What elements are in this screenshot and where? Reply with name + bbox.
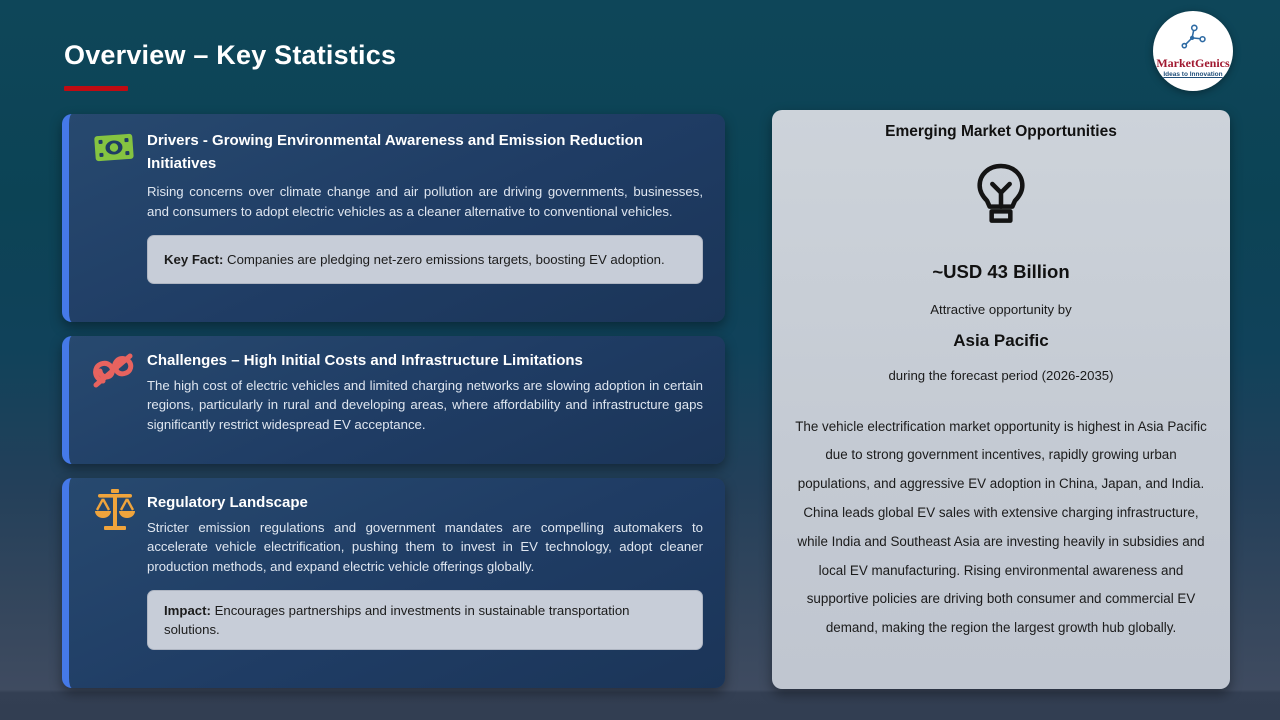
opportunity-description: The vehicle electrification market opportunity is highest in Asia Pacific due to strong government incentives, rapidly growing urban populations, and aggressive EV adoption in China, Japan, and India. China leads global EV sales with extensive charging infrastructure, while India and Southeast Asia are investing heavily in subsidies and local EV manufacturing. Rising environmental awareness and supportive policies are driving both consumer and commercial EV demand, making the region the largest growth hub globally.	[795, 418, 1207, 636]
molecule-network-icon	[1180, 24, 1206, 55]
opportunity-period: during the forecast period (2026-2035)	[888, 367, 1114, 383]
logo-brand-text: MarketGenics	[1156, 56, 1230, 70]
opportunity-region: Asia Pacific	[953, 330, 1049, 350]
card-drivers	[62, 114, 725, 322]
key-fact-callout	[147, 235, 703, 284]
card-title: Drivers - Growing Environmental Awareness and Emission Reduction Initiatives	[147, 132, 643, 172]
title-underline	[64, 86, 128, 91]
panel-title: Emerging Market Opportunities	[885, 123, 1117, 140]
impact-callout	[147, 590, 703, 650]
card-regulatory	[62, 478, 725, 688]
callout-text: Encourages partnerships and investments in sustainable transportation solutions.	[164, 603, 630, 638]
callout-label: Key Fact:	[164, 252, 224, 268]
card-body: Rising concerns over climate change and air pollution are driving governments, businesses, and consumers to adopt electric vehicles as a cleaner alternative to conventional vehicles.	[147, 184, 703, 219]
marketgenics-logo	[1153, 11, 1233, 91]
knot-broken-link-icon	[89, 348, 137, 397]
callout-label: Impact:	[164, 603, 211, 619]
card-body: The high cost of electric vehicles and limited charging networks are slowing adoption in certain regions, particularly in rural and developing areas, where affordability and infrastructure gaps significantly restrict widespread EV acceptance.	[147, 377, 703, 432]
lightbulb-icon	[772, 162, 1230, 231]
money-banknote-icon	[93, 131, 135, 170]
card-title: Challenges – High Initial Costs and Infrastructure Limitations	[147, 352, 583, 369]
card-challenges	[62, 336, 725, 464]
card-title: Regulatory Landscape	[147, 494, 308, 511]
page-title: Overview – Key Statistics	[64, 40, 397, 70]
card-body: Stricter emission regulations and government mandates are compelling automakers to accelerate vehicle electrification, pushing them to invest in EV technology, adopt cleaner production methods, and expand electric vehicle offerings globally.	[147, 519, 703, 574]
balance-scales-icon	[93, 488, 137, 539]
opportunity-subtitle: Attractive opportunity by	[930, 301, 1072, 317]
opportunity-value: ~USD 43 Billion	[932, 261, 1070, 282]
logo-tagline-text: Ideas to Innovation	[1163, 71, 1223, 78]
opportunity-panel	[772, 110, 1230, 689]
callout-text: Companies are pledging net-zero emissions targets, boosting EV adoption.	[223, 252, 665, 268]
